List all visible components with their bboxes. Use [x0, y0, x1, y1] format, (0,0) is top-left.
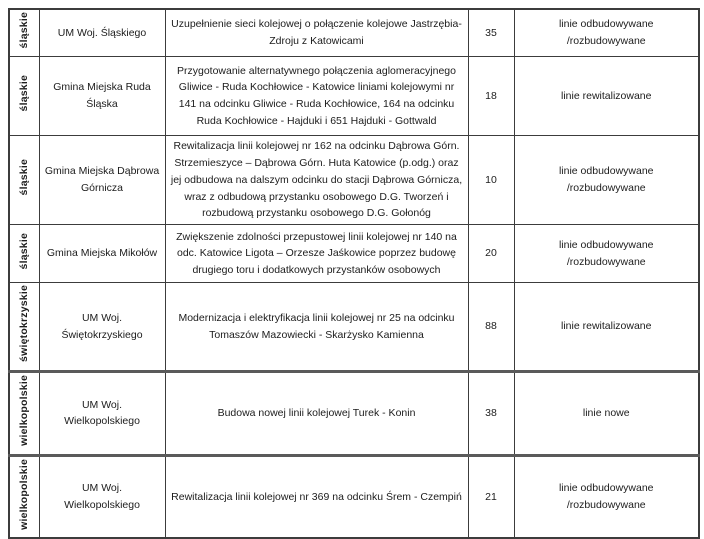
table-row [9, 225, 699, 283]
project-description: Budowa nowej linii kolejowej Turek - Konin [165, 371, 468, 455]
length-value: 35 [468, 9, 514, 57]
project-description: Przygotowanie alternatywnego połączenia aglomeracyjnego Gliwice - Ruda Kochłowice - Katowice liniami kolejowymi nr 141 na odcinku Gliwice - Ruda Kochłowice, 164 na odcinku Ruda Kochłowice - Hajduki i 651 Hajduki - Gottwald [165, 57, 468, 136]
line-type: linie odbudowywane /rozbudowywane [514, 136, 699, 225]
region-vertical-text: śląskie [17, 75, 30, 112]
line-type: linie odbudowywane /rozbudowywane [514, 455, 699, 538]
table-row [9, 57, 699, 136]
project-description: Uzupełnienie sieci kolejowej o połączenie kolejowe Jastrzębia-Zdroju z Katowicami [165, 9, 468, 57]
table-row [9, 9, 699, 57]
region-label [9, 455, 39, 538]
region-vertical-text: wielkopolskie [17, 458, 30, 530]
length-value: 21 [468, 455, 514, 538]
entity-name: UM Woj. Wielkopolskiego [39, 455, 165, 538]
entity-name: UM Woj. Śląskiego [39, 9, 165, 57]
region-vertical-text: śląskie [17, 12, 30, 49]
line-type: linie rewitalizowane [514, 283, 699, 372]
region-label [9, 9, 39, 57]
region-vertical-text: wielkopolskie [17, 374, 30, 446]
region-vertical-text: świętokrzyskie [17, 285, 30, 363]
line-type: linie odbudowywane /rozbudowywane [514, 225, 699, 283]
length-value: 88 [468, 283, 514, 372]
project-description: Rewitalizacja linii kolejowej nr 162 na odcinku Dąbrowa Górn. Strzemieszyce – Dąbrowa Górn. Huta Katowice (p.odg.) oraz jej odbudowa na dalszym odcinku do stacji Dąbrowa Górnicza, wraz z odbudową przystanku osobowego D.G. Tworzeń i rozbudową przystanku osobowego D.G. Gołonóg [165, 136, 468, 225]
region-label [9, 136, 39, 225]
length-value: 38 [468, 371, 514, 455]
region-label [9, 225, 39, 283]
region-vertical-text: śląskie [17, 159, 30, 196]
table-row [9, 371, 699, 455]
length-value: 20 [468, 225, 514, 283]
project-description: Modernizacja i elektryfikacja linii kolejowej nr 25 na odcinku Tomaszów Mazowiecki - Skarżysko Kamienna [165, 283, 468, 372]
length-value: 10 [468, 136, 514, 225]
region-vertical-text: śląskie [17, 232, 30, 270]
table-row [9, 136, 699, 225]
railway-projects-table [8, 8, 700, 539]
line-type: linie nowe [514, 371, 699, 455]
table-row [9, 283, 699, 372]
length-value: 18 [468, 57, 514, 136]
entity-name: Gmina Miejska Dąbrowa Górnicza [39, 136, 165, 225]
project-description: Zwiększenie zdolności przepustowej linii kolejowej nr 140 na odc. Katowice Ligota – Orzesze Jaśkowice poprzez budowę drugiego toru i dodatkowych przystanków osobowych [165, 225, 468, 283]
entity-name: Gmina Miejska Ruda Śląska [39, 57, 165, 136]
table-row [9, 455, 699, 538]
region-label [9, 371, 39, 455]
region-label [9, 57, 39, 136]
entity-name: UM Woj. Świętokrzyskiego [39, 283, 165, 372]
line-type: linie odbudowywane /rozbudowywane [514, 9, 699, 57]
line-type: linie rewitalizowane [514, 57, 699, 136]
entity-name: Gmina Miejska Mikołów [39, 225, 165, 283]
entity-name: UM Woj. Wielkopolskiego [39, 371, 165, 455]
region-label [9, 283, 39, 372]
project-description: Rewitalizacja linii kolejowej nr 369 na odcinku Śrem - Czempiń [165, 455, 468, 538]
